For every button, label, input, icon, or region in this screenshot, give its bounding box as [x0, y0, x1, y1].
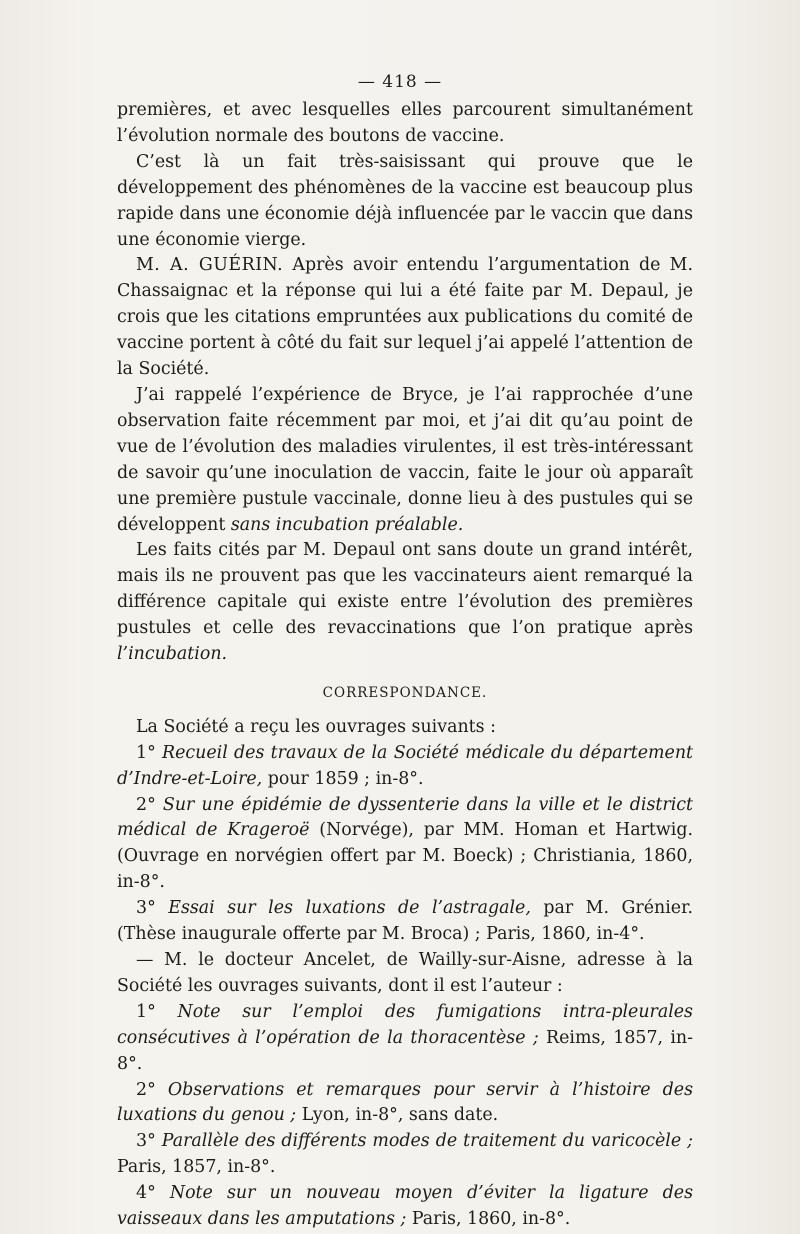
depaul-italic: l’incubation. — [117, 644, 228, 665]
item-number: 4° — [136, 1183, 156, 1204]
correspondance-intro: La Société a reçu les ouvrages suivants : — [136, 716, 496, 737]
item-title: Sur une épidémie de dyssenterie dans la ville et le district médical de Krageroë — [117, 794, 693, 841]
item-details: Paris, 1857, in-8°. — [117, 1157, 276, 1178]
paragraph-continuation: premières, et avec lesquelles elles parcourent simultanément l’évolution normale des boutons de vaccine. — [117, 100, 693, 146]
paragraph-observation: C’est là un fait très-saisissant qui prouve que le développement des phénomènes de la vaccine est beaucoup plus rapide dans une économie déjà influencée par le vaccin que dans une économie vierge. — [117, 151, 693, 250]
item-title: Recueil des travaux de la Société médicale du département d’Indre-et-Loire, — [117, 742, 694, 789]
item-details: par M. Grénier. (Thèse inaugurale offerte par M. Broca) ; Paris, 1860, in-4°. — [117, 898, 693, 945]
item-number: 1° — [136, 742, 156, 763]
item-title: Observations et remarques pour servir à l’histoire des luxations du genou ; — [117, 1079, 694, 1126]
item-details: Reims, 1857, in-8°. — [117, 1027, 694, 1074]
section-heading: CORRESPONDANCE. — [322, 684, 488, 701]
work-item — [117, 1129, 693, 1181]
work-item — [117, 1078, 693, 1130]
bryce-italic: sans incubation préalable. — [230, 514, 464, 535]
depaul-text: Les faits cités par M. Depaul ont sans doute un grand intérêt, mais ils ne prouvent pas que les vaccinateurs aient remarqué la différence capitale qui existe entre l’évolution des premières pustules et celle des revaccinations que l’on pratique après — [117, 540, 693, 639]
paragraph-ancelet: — M. le docteur Ancelet, de Wailly-sur-Aisne, adresse à la Société les ouvrages suivants, dont il est l’auteur : — [117, 950, 693, 996]
guerin-text: Après avoir entendu l’argumentation de M. Chassaignac et la réponse qui lui a été faite par M. Depaul, je crois que les citations empruntées aux publications du comité de vaccine portent à côté du fait sur lequel j’ai appelé l’attention de la Société. — [117, 255, 693, 380]
item-number: 3° — [136, 898, 156, 919]
item-details: pour 1859 ; in-8°. — [267, 768, 424, 789]
page-number-header: — 418 — — [357, 72, 443, 92]
work-item — [117, 793, 693, 897]
item-number: 2° — [136, 1079, 156, 1100]
item-number: 1° — [136, 1001, 156, 1022]
item-details: (Norvége), par MM. Homan et Hartwig. (Ouvrage en norvégien offert par M. Boeck) ; Christiania, 1860, in-8°. — [117, 820, 693, 893]
item-title: Essai sur les luxations de l’astragale, — [168, 898, 531, 919]
item-title: Note sur un nouveau moyen d’éviter la ligature des vaisseaux dans les amputations ; — [117, 1183, 693, 1230]
item-title: Note sur l’emploi des fumigations intra-pleurales consécutives à l’opération de la thoracentèse ; — [117, 1001, 693, 1048]
work-item — [117, 1181, 693, 1233]
item-number: 3° — [136, 1131, 156, 1152]
bryce-text: J’ai rappelé l’expérience de Bryce, je l’ai rapprochée d’une observation faite récemment par moi, et j’ai dit qu’au point de vue de l’évolution des maladies virulentes, il est très-intéressant de savoir qu’une inoculation de vaccin, faite le jour où apparaît une première pustule vaccinale, donne lieu à des pustules qui se développent — [117, 384, 693, 535]
paragraph-guerin — [117, 253, 693, 383]
page-body — [117, 98, 693, 1233]
paragraph-depaul — [117, 538, 693, 668]
item-details: Lyon, in-8°, sans date. — [301, 1105, 499, 1126]
item-details: Paris, 1860, in-8°. — [411, 1209, 571, 1230]
work-item — [117, 896, 693, 948]
item-title: Parallèle des différents modes de traitement du varicocèle ; — [161, 1131, 693, 1152]
paragraph-bryce — [117, 383, 693, 538]
speaker-name: M. A. GUÉRIN. — [136, 255, 284, 276]
item-number: 2° — [136, 794, 156, 815]
work-item — [117, 741, 693, 793]
work-item — [117, 1000, 693, 1078]
